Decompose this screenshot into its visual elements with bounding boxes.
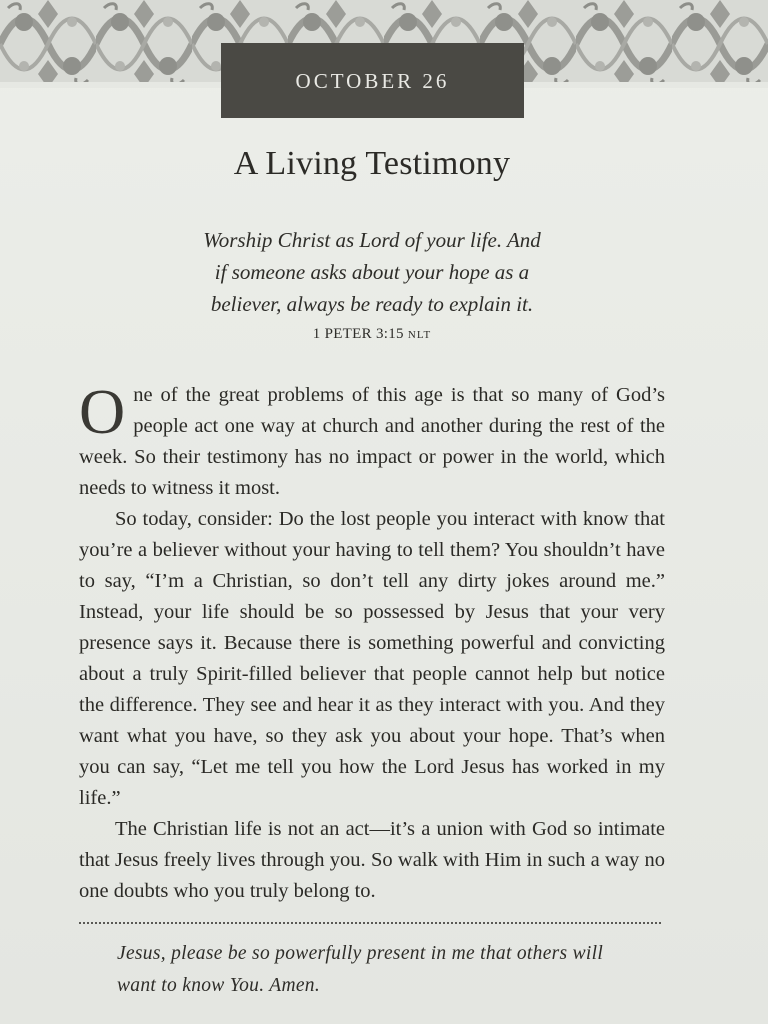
date-label: OCTOBER 26 <box>295 69 450 93</box>
body-paragraph: So today, consider: Do the lost people you interact with know that you’re a believer without your having to tell them? You shouldn’t have to say, “I’m a Christian, so don’t tell any dirty jokes around me.” Instead, your life should be so possessed by Jesus that your very presence says it. Because there is something powerful and convicting about a truly Spirit-filled believer that people cannot help but notice the difference. They see and hear it as they interact with you. And they want what you have, so they ask you about your hope. That’s when you can say, “Let me tell you how the Lord Jesus has worked in my life.” <box>79 508 665 809</box>
devotional-body <box>79 376 665 907</box>
prayer-line: want to know You. Amen. <box>117 975 321 996</box>
verse-line: if someone asks about your hope as a <box>214 260 530 284</box>
prayer-line: Jesus, please be so powerfully present in me that others will <box>117 943 604 964</box>
body-paragraph <box>79 376 665 504</box>
verse-translation: NLT <box>407 329 432 341</box>
verse-reference <box>0 326 744 343</box>
page-title: A Living Testimony <box>233 145 511 182</box>
date-banner <box>221 43 524 118</box>
verse-reference-text: 1 PETER 3:15 <box>312 326 404 342</box>
body-paragraph: The Christian life is not an act—it’s a union with God so intimate that Jesus freely lives through you. So walk with Him in such a way no one doubts who you truly belong to. <box>79 818 665 902</box>
scripture-verse <box>150 224 594 320</box>
closing-prayer <box>117 938 637 1002</box>
verse-line: believer, always be ready to explain it. <box>210 292 534 316</box>
dotted-divider <box>79 922 661 924</box>
verse-line: Worship Christ as Lord of your life. And <box>203 228 541 252</box>
drop-cap-letter: O <box>79 376 126 447</box>
body-paragraph-text: ne of the great problems of this age is that so many of God’s people act one way at church and another during the rest of the week. So their testimony has no impact or power in the world, which needs to witness it most. <box>79 384 665 499</box>
